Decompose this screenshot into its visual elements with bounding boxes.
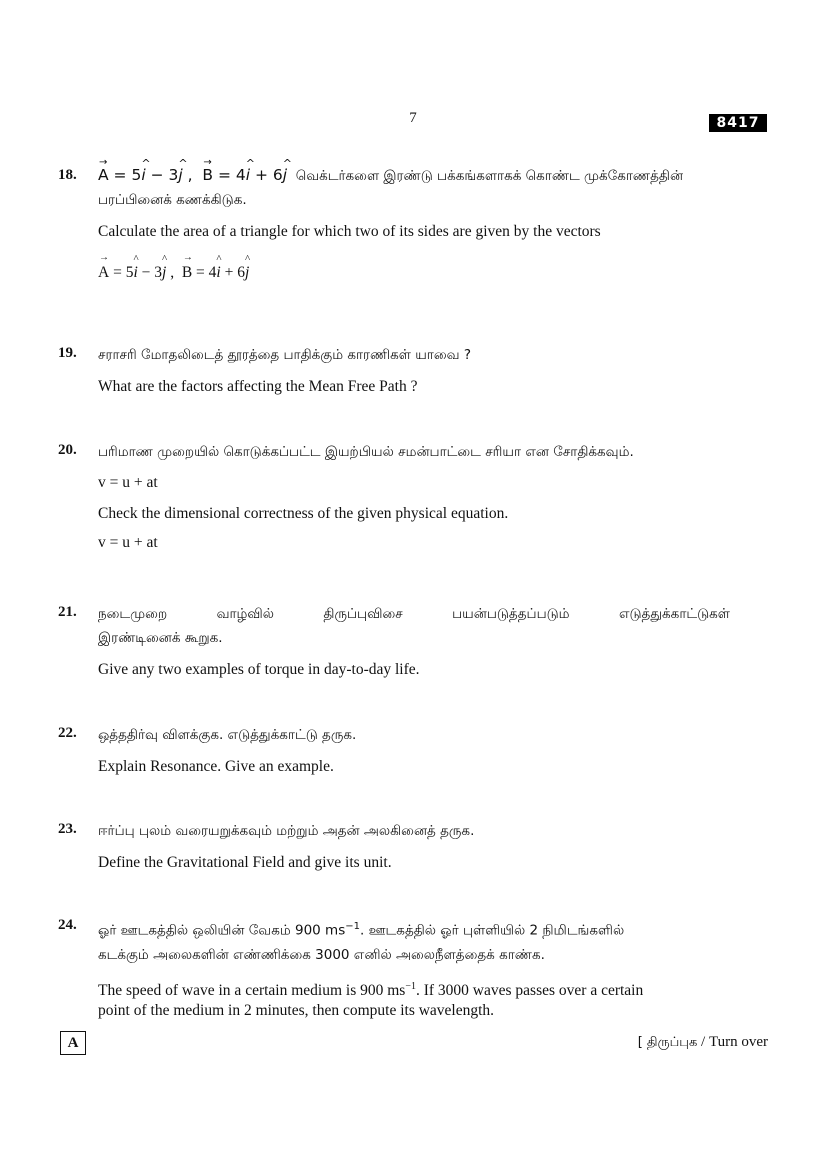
- vector-a-expression: → A = 5^ i − 3^ j , → B = 4^ i + 6^ j: [98, 166, 287, 184]
- question-20-tamil: பரிமாண முறையில் கொடுக்கப்பட்ட இயற்பியல் சமன்பாட்டை சரியா என சோதிக்கவும்.: [98, 444, 634, 460]
- question-22: [58, 723, 730, 777]
- question-number: 23.: [58, 821, 77, 837]
- question-18-tamil-line2: பரப்பினைக் கணக்கிடுக.: [98, 192, 247, 208]
- booklet-version-box: A: [60, 1031, 86, 1055]
- question-number: 19.: [58, 345, 77, 361]
- question-22-english: Explain Resonance. Give an example.: [98, 758, 334, 775]
- question-number: 24.: [58, 917, 77, 933]
- question-24-english-line2: point of the medium in 2 minutes, then compute its wavelength.: [98, 1001, 495, 1019]
- question-20: [58, 440, 730, 552]
- question-18: [58, 163, 730, 282]
- question-19-english: What are the factors affecting the Mean Free Path ?: [98, 378, 418, 395]
- page-number: 7: [409, 110, 417, 126]
- question-21-tamil-line1: நடைமுறை வாழ்வில் திருப்புவிசை பயன்படுத்தப்படும் எடுத்துக்காட்டுகள்: [98, 606, 730, 622]
- equation: v = u + at: [98, 474, 158, 491]
- question-18-tamil-line1: [98, 163, 730, 188]
- question-23-english: Define the Gravitational Field and give its unit.: [98, 854, 392, 871]
- equation-repeat: v = u + at: [98, 534, 158, 551]
- question-number: 21.: [58, 604, 77, 620]
- question-24-tamil-line1: ஓர் ஊடகத்தில் ஒலியின் வேகம் 900 $ms^{-1}$. ஊடகத்தில் ஓர் புள்ளியில் 2 நிமிடங்களில்: [98, 921, 625, 939]
- paper-code-badge: 8417: [709, 114, 767, 132]
- question-19-tamil: சராசரி மோதலிடைத் தூரத்தை பாதிக்கும் காரணிகள் யாவை ?: [98, 347, 471, 363]
- question-number: 22.: [58, 725, 77, 741]
- question-24-english-line1: The speed of wave in a certain medium is 900 $ms^{-1}$. If 3000 waves passes over a certain: [98, 980, 644, 999]
- vector-expression-repeat: → A = 5^ i − 3^ j , → B = 4^ i + 6^ j: [98, 264, 730, 282]
- question-24: [58, 915, 730, 1021]
- question-21-tamil-line2: இரண்டினைக் கூறுக.: [98, 630, 223, 646]
- question-21: [58, 602, 730, 680]
- question-24-tamil-line2: கடக்கும் அலைகளின் எண்ணிக்கை 3000 எனில் அலைநீளத்தைக் காண்க.: [98, 946, 545, 963]
- question-18-tamil-text: வெக்டர்களை இரண்டு பக்கங்களாகக் கொண்ட முக்கோணத்தின்: [295, 168, 684, 184]
- question-20-english: Check the dimensional correctness of the given physical equation.: [98, 505, 509, 522]
- question-23-tamil: ஈர்ப்பு புலம் வரையறுக்கவும் மற்றும் அதன் அலகினைத் தருக.: [98, 823, 475, 839]
- question-number: 18.: [58, 167, 77, 183]
- question-number: 20.: [58, 442, 77, 458]
- question-21-english: Give any two examples of torque in day-to-day life.: [98, 661, 420, 678]
- question-19: [58, 343, 730, 397]
- turn-over-label: [ திருப்புக / Turn over: [637, 1034, 768, 1050]
- question-22-tamil: ஒத்ததிர்வு விளக்குக. எடுத்துக்காட்டு தருக.: [98, 727, 357, 743]
- question-23: [58, 819, 730, 873]
- question-18-english: Calculate the area of a triangle for which two of its sides are given by the vectors: [98, 223, 601, 240]
